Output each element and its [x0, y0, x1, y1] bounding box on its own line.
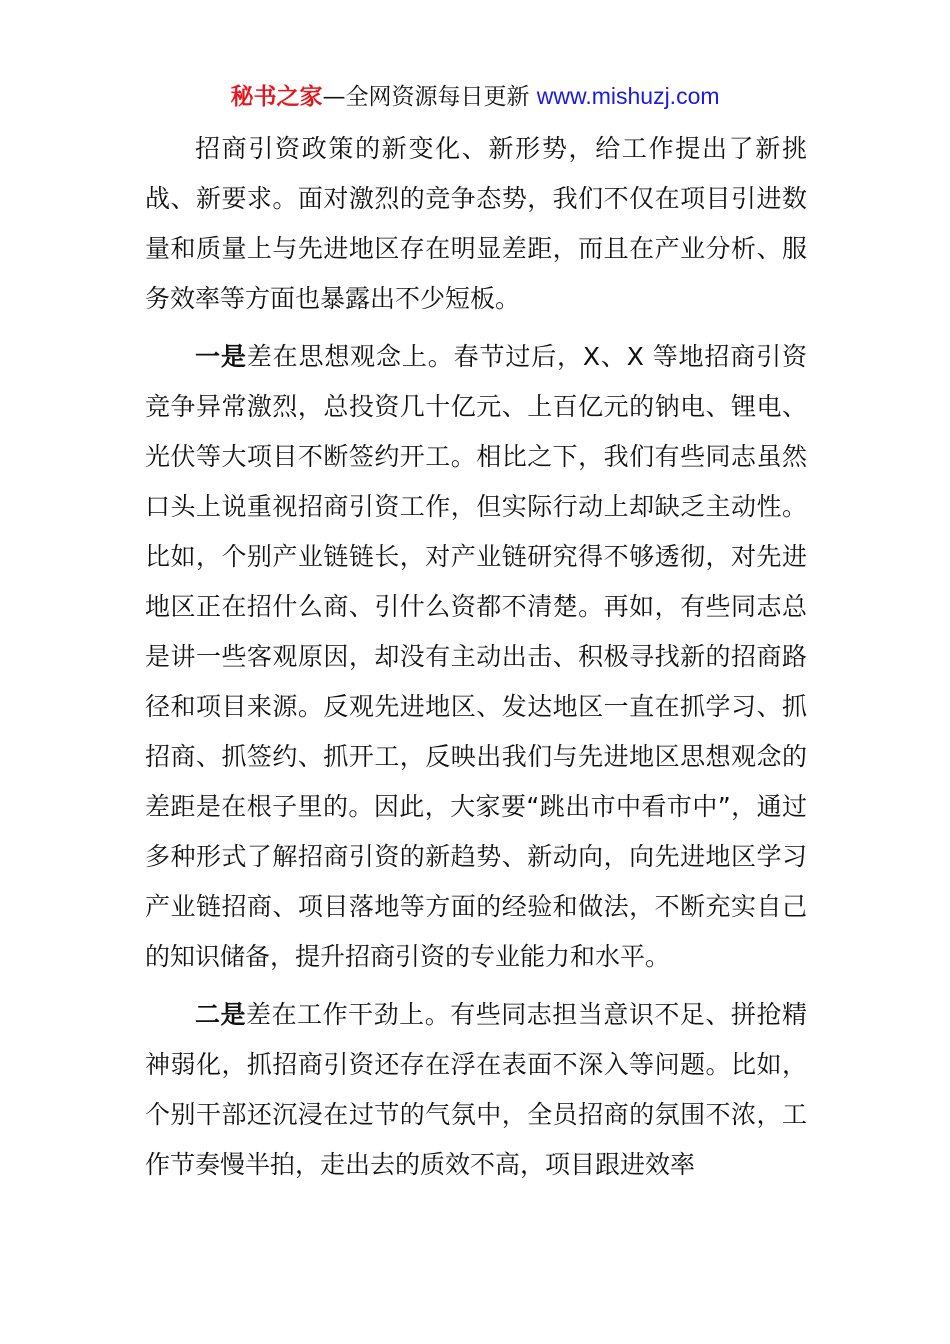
- paragraph-text: 差在思想观念上。春节过后，X、X 等地招商引资竞争异常激烈，总投资几十亿元、上百亿元的钠电、锂电、光伏等大项目不断签约开工。相比之下，我们有些同志虽然口头上说重视招商引资工作，但实际行动上却缺乏主动性。比如，个别产业链链长，对产业链研究得不够透彻，对先进地区正在招什么商、引什么资都不清楚。再如，有些同志总是讲一些客观原因，却没有主动出击、积极寻找新的招商路径和项目来源。反观先进地区、发达地区一直在抓学习、抓招商、抓签约、抓开工，反映出我们与先进地区思想观念的差距是在根子里的。因此，大家要“跳出市中看市中”，通过多种形式了解招商引资的新趋势、新动向，向先进地区学习产业链招商、项目落地等方面的经验和做法，不断充实自己的知识储备，提升招商引资的专业能力和水平。: [145, 342, 807, 971]
- paragraph-lead: 一是: [195, 342, 247, 371]
- site-tagline: —全网资源每日更新: [322, 84, 537, 110]
- site-url-link[interactable]: www.mishuzj.com: [536, 83, 720, 109]
- paragraph-text: 招商引资政策的新变化、新形势，给工作提出了新挑战、新要求。面对激烈的竞争态势，我们不仅在项目引进数量和质量上与先进地区存在明显差距，而且在产业分析、服务效率等方面也暴露出不少短板。: [145, 134, 807, 313]
- paragraph-intro: [145, 124, 807, 324]
- site-brand: 秘书之家: [230, 84, 323, 110]
- paragraph-point-two: [145, 990, 807, 1190]
- paragraph-text: 差在工作干劲上。有些同志担当意识不足、拼抢精神弱化，抓招商引资还存在浮在表面不深入等问题。比如，个别干部还沉浸在过节的气氛中，全员招商的氛围不浓，工作节奏慢半拍，走出去的质效不高，项目跟进效率: [145, 1000, 807, 1179]
- paragraph-lead: 二是: [195, 1000, 247, 1029]
- paragraph-point-one: [145, 332, 807, 982]
- site-header: [0, 80, 950, 113]
- document-body: [145, 124, 807, 1198]
